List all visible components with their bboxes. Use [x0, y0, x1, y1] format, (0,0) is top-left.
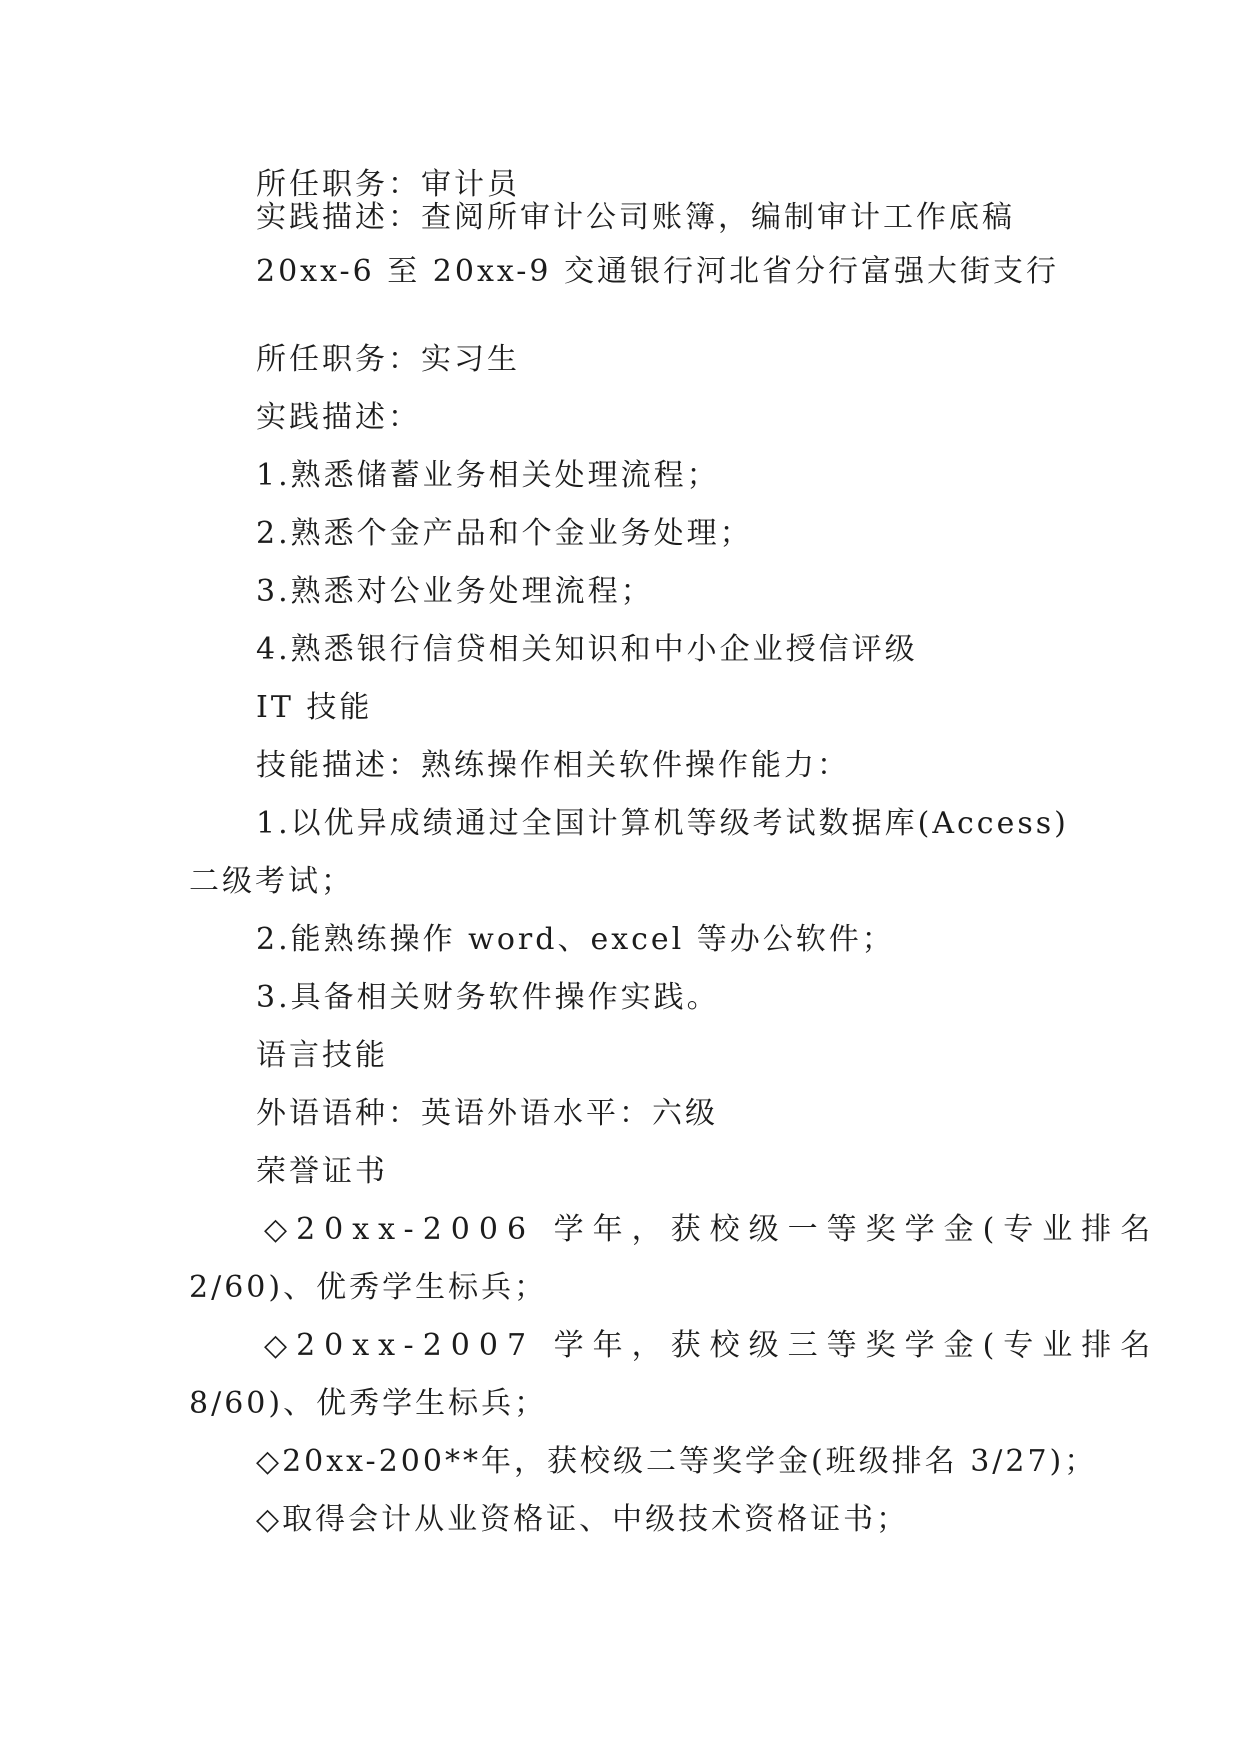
- section-heading: 荣誉证书: [256, 1154, 388, 1189]
- text-line: 所任职务：实习生: [256, 342, 520, 377]
- text-line: 2.熟悉个金产品和个金业务处理；: [256, 516, 753, 551]
- text-line: 2.能熟练操作 word、excel 等办公软件；: [256, 922, 895, 957]
- section-heading: IT 技能: [256, 690, 373, 725]
- text-line: ◇20xx-2007 学年，获校级三等奖学金(专业排名: [264, 1328, 1160, 1363]
- text-line: 3.熟悉对公业务处理流程；: [256, 574, 654, 609]
- text-line: 外语语种：英语外语水平：六级: [256, 1096, 718, 1131]
- text-line: 20xx-6 至 20xx-9 交通银行河北省分行富强大街支行: [256, 254, 1060, 289]
- text-line: 技能描述：熟练操作相关软件操作能力：: [256, 748, 850, 783]
- text-line: 1.以优异成绩通过全国计算机等级考试数据库(Access): [256, 806, 1069, 841]
- text-line: 实践描述：查阅所审计公司账簿，编制审计工作底稿: [256, 200, 1015, 235]
- text-line: 所任职务：审计员: [256, 167, 520, 202]
- text-line: 二级考试；: [189, 864, 354, 899]
- text-line: 3.具备相关财务软件操作实践。: [256, 980, 720, 1015]
- text-line: 4.熟悉银行信贷相关知识和中小企业授信评级: [256, 632, 918, 667]
- text-line: 实践描述：: [256, 400, 421, 435]
- text-line: 1.熟悉储蓄业务相关处理流程；: [256, 458, 720, 493]
- text-line: 2/60)、优秀学生标兵；: [189, 1270, 548, 1305]
- text-line: ◇取得会计从业资格证、中级技术资格证书；: [256, 1502, 910, 1537]
- section-heading: 语言技能: [256, 1038, 388, 1073]
- text-line: ◇20xx-200**年，获校级二等奖学金(班级排名 3/27)；: [256, 1444, 1098, 1479]
- text-line: 8/60)、优秀学生标兵；: [189, 1386, 548, 1421]
- text-line: ◇20xx-2006 学年，获校级一等奖学金(专业排名: [264, 1212, 1160, 1247]
